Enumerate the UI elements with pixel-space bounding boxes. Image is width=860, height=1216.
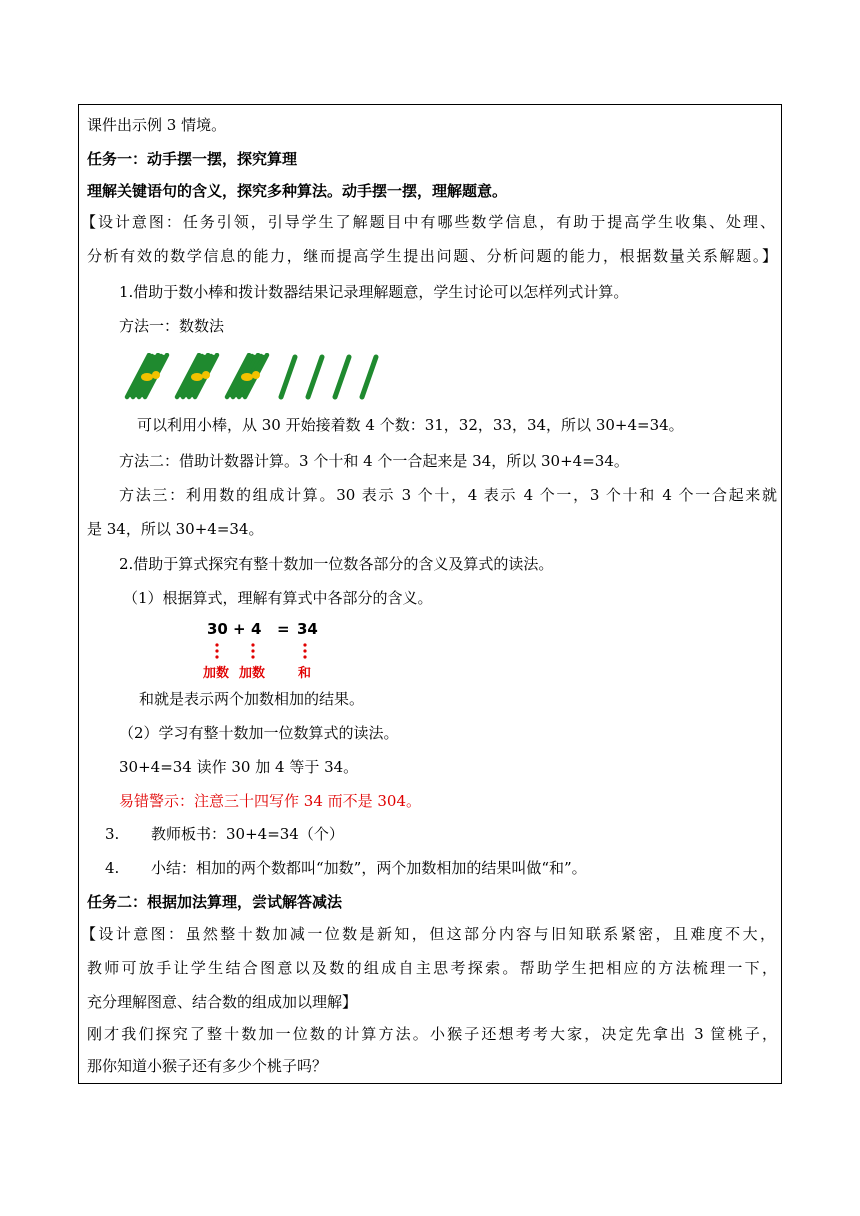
single-stick [362, 357, 376, 397]
design-intent-2-line2: 教师可放手让学生结合图意以及数的组成自主思考探索。帮助学生把相应的方法梳理一下， [87, 959, 777, 977]
task1-subtitle: 理解关键语句的含义，探究多种算法。动手摆一摆，理解题意。 [87, 182, 508, 200]
sum-label: 和 [298, 666, 312, 681]
method3-line1: 方法三：利用数的组成计算。30 表示 3 个十，4 表示 4 个一，3 个十和 4 个一合起来就 [119, 486, 777, 504]
sub-step-2: （2）学习有整十数加一位数算式的读法。 [119, 724, 399, 742]
design-intent-1-line1: 【设计意图：任务引领，引导学生了解题目中有哪些数学信息，有助于提高学生收集、处理、 [81, 213, 775, 231]
task1-title: 任务一：动手摆一摆，探究算理 [87, 150, 298, 168]
lesson-table-cell [78, 104, 782, 1084]
method3-line2: 是 34，所以 30+4=34。 [87, 520, 264, 538]
closing-line1: 刚才我们探究了整十数加一位数的计算方法。小猴子还想考考大家，决定先拿出 3 筐桃子， [87, 1025, 777, 1043]
closing-line2: 那你知道小猴子还有多少个桃子吗？ [87, 1057, 328, 1075]
addend-1: 30 [207, 620, 228, 638]
error-warning: 易错警示：注意三十四写作 34 而不是 304。 [119, 792, 422, 810]
item3-number: 3. [105, 825, 120, 843]
design-intent-2-line1: 【设计意图：虽然整十数加减一位数是新知，但这部分内容与旧知联系紧密，且难度不大， [81, 925, 775, 943]
dotted-connectors [207, 642, 327, 660]
method1-label: 方法一：数数法 [119, 317, 225, 335]
step1-text: 1.借助于数小棒和拨计数器结果记录理解题意，学生讨论可以怎样列式计算。 [119, 283, 629, 301]
addend-label-2: 加数 [239, 666, 266, 681]
item4-number: 4. [105, 859, 120, 877]
task2-title: 任务二：根据加法算理，尝试解答减法 [87, 893, 343, 911]
sub-step-1: （1）根据算式，理解有算式中各部分的含义。 [123, 589, 433, 607]
intro-line: 课件出示例 3 情境。 [87, 116, 227, 134]
design-intent-1-line2: 分析有效的数学信息的能力，继而提高学生提出问题、分析问题的能力，根据数量关系解题。】 [87, 247, 777, 265]
plus-sign: + [233, 620, 246, 638]
summary-text: 小结：相加的两个数都叫“加数”，两个加数相加的结果叫做“和”。 [151, 859, 587, 877]
stick-bundle [177, 355, 217, 397]
single-stick [308, 357, 322, 397]
equals-sign: = [277, 620, 290, 638]
addend-2: 4 [251, 620, 262, 638]
counting-explanation: 可以利用小棒，从 30 开始接着数 4 个数：31，32，33，34，所以 30+4=34。 [137, 416, 684, 434]
method2-text: 方法二：借助计数器计算。3 个十和 4 个一合起来是 34，所以 30+4=34。 [119, 452, 629, 470]
equation-diagram [203, 620, 367, 681]
teacher-board-note: 教师板书：30+4=34（个） [151, 825, 344, 843]
sum-meaning: 和就是表示两个加数相加的结果。 [139, 690, 365, 708]
single-stick [335, 357, 349, 397]
stick-bundle [227, 355, 267, 397]
sum-value: 34 [297, 620, 318, 638]
read-as-line: 30+4=34 读作 30 加 4 等于 34。 [119, 758, 359, 776]
step2-text: 2.借助于算式探究有整十数加一位数各部分的含义及算式的读法。 [119, 555, 554, 573]
counting-sticks-illustration [123, 353, 393, 401]
addend-label-1: 加数 [203, 666, 230, 681]
stick-bundle [127, 355, 167, 397]
single-stick [281, 357, 295, 397]
design-intent-2-line3: 充分理解图意、结合数的组成加以理解】 [87, 993, 358, 1011]
